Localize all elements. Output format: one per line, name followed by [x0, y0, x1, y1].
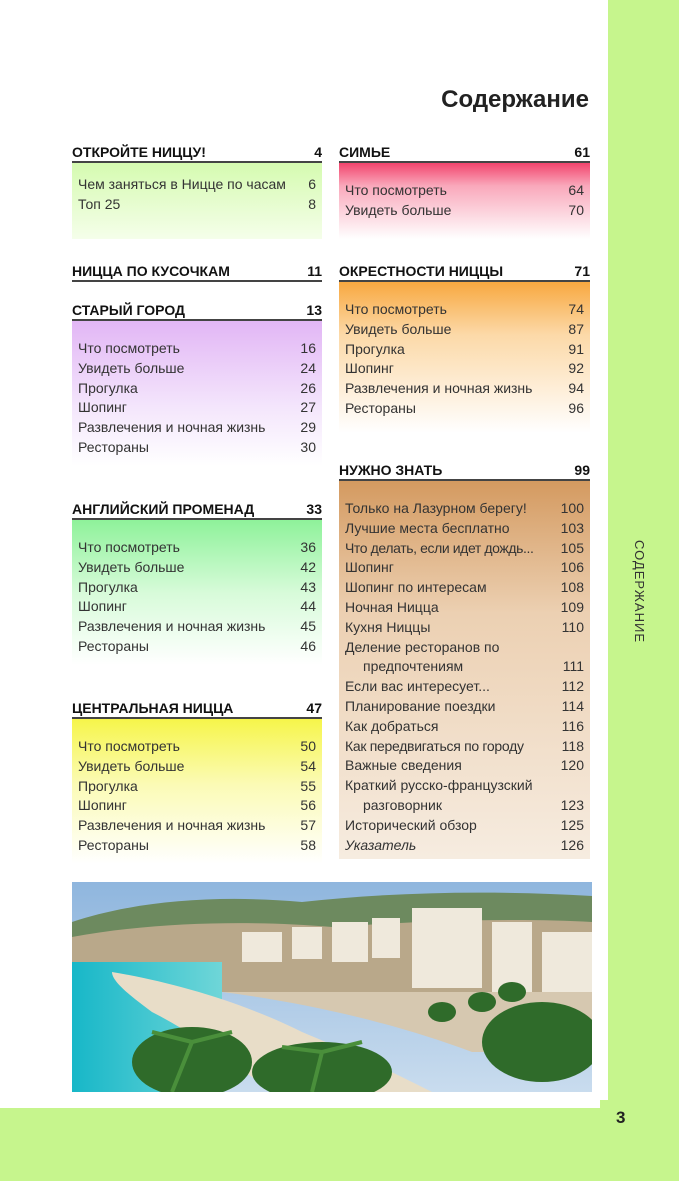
section-page: 71: [574, 263, 590, 279]
bottom-color-band: [0, 1108, 600, 1181]
page-title: Содержание: [441, 86, 589, 113]
toc-entry[interactable]: Как добраться 116: [345, 717, 584, 734]
toc-entry[interactable]: Что посмотреть 36: [78, 539, 316, 555]
section-header: [339, 261, 590, 282]
toc-section-old-town[interactable]: [72, 300, 322, 466]
toc-section-surroundings[interactable]: [339, 261, 590, 433]
section-items: [339, 282, 590, 433]
toc-entry[interactable]: Шопинг 92: [345, 360, 584, 377]
side-section-label: СОДЕРЖАНИЕ: [632, 540, 647, 644]
toc-entry[interactable]: Что посмотреть 16: [78, 340, 316, 356]
section-items: [72, 163, 322, 239]
section-header: [72, 698, 322, 719]
toc-entry[interactable]: Как передвигаться по городу 118: [345, 737, 584, 754]
page-number-box: [600, 1100, 679, 1181]
section-page: 4: [314, 144, 322, 160]
toc-entry[interactable]: Краткий русско-французский: [345, 777, 533, 794]
toc-entry[interactable]: Что посмотреть 64: [345, 182, 584, 198]
section-items: [72, 520, 322, 665]
toc-entry[interactable]: Чем заняться в Ницце по часам 6: [78, 176, 316, 192]
toc-entry[interactable]: Развлечения и ночная жизнь 57: [78, 817, 316, 834]
toc-section-discover[interactable]: [72, 142, 322, 239]
section-page: 61: [574, 144, 590, 160]
toc-entry[interactable]: Развлечения и ночная жизнь 45: [78, 618, 316, 635]
toc-section-central[interactable]: [72, 698, 322, 864]
toc-entry[interactable]: Деление ресторанов по: [345, 638, 500, 655]
toc-entry[interactable]: Что посмотреть 74: [345, 301, 584, 317]
section-page: 11: [307, 263, 322, 279]
section-title: ОТКРОЙТЕ НИЦЦУ!: [72, 144, 206, 160]
toc-entry[interactable]: Важные сведения 120: [345, 757, 584, 774]
section-header: [339, 460, 590, 481]
section-header: [72, 300, 322, 321]
toc-entry[interactable]: Рестораны 96: [345, 399, 584, 416]
toc-section-promenade[interactable]: [72, 499, 322, 665]
toc-entry[interactable]: Шопинг по интересам 108: [345, 579, 584, 596]
toc-entry[interactable]: Что делать, если идет дождь... 105: [345, 539, 584, 556]
section-items: [339, 481, 590, 859]
toc-section-pieces[interactable]: [72, 261, 322, 282]
toc-entry[interactable]: Только на Лазурном берегу! 100: [345, 500, 584, 516]
section-title: ОКРЕСТНОСТИ НИЦЦЫ: [339, 263, 504, 279]
toc-entry[interactable]: Лучшие места бесплатно 103: [345, 519, 584, 536]
section-title: НУЖНО ЗНАТЬ: [339, 462, 443, 478]
section-header: [72, 261, 322, 282]
section-header: [72, 499, 322, 520]
nice-coast-photo: [72, 882, 592, 1092]
toc-entry[interactable]: Топ 25 8: [78, 195, 316, 212]
section-title: СТАРЫЙ ГОРОД: [72, 302, 186, 318]
section-title: НИЦЦА ПО КУСОЧКАМ: [72, 263, 230, 279]
section-items: [72, 321, 322, 466]
toc-entry[interactable]: Что посмотреть 50: [78, 738, 316, 754]
toc-entry[interactable]: Исторический обзор 125: [345, 816, 584, 833]
toc-entry[interactable]: Планирование поездки 114: [345, 697, 584, 714]
toc-entry[interactable]: Шопинг 44: [78, 598, 316, 615]
toc-entry[interactable]: Рестораны 30: [78, 438, 316, 455]
toc-entry[interactable]: разговорник 123: [363, 796, 584, 813]
toc-entry[interactable]: Прогулка 55: [78, 777, 316, 794]
section-page: 99: [574, 462, 590, 478]
section-header: [72, 142, 322, 163]
section-page: 47: [306, 700, 322, 716]
section-page: 33: [306, 501, 322, 517]
section-items: [72, 719, 322, 864]
toc-entry[interactable]: Прогулка 43: [78, 578, 316, 595]
toc-entry[interactable]: Рестораны 58: [78, 836, 316, 853]
section-title: ЦЕНТРАЛЬНАЯ НИЦЦА: [72, 700, 234, 716]
section-page: 13: [306, 302, 322, 318]
toc-entry[interactable]: Кухня Ниццы 110: [345, 618, 584, 635]
section-title: АНГЛИЙСКИЙ ПРОМЕНАД: [72, 501, 255, 517]
toc-section-cimiez[interactable]: [339, 142, 590, 239]
section-title: СИМЬЕ: [339, 144, 391, 160]
toc-entry[interactable]: Шопинг 106: [345, 559, 584, 576]
toc-entry[interactable]: Увидеть больше 42: [78, 558, 316, 575]
toc-entry[interactable]: Ночная Ницца 109: [345, 598, 584, 615]
toc-entry[interactable]: Рестораны 46: [78, 637, 316, 654]
toc-entry[interactable]: Увидеть больше 24: [78, 359, 316, 376]
toc-entry[interactable]: Увидеть больше 87: [345, 320, 584, 337]
toc-entry[interactable]: предпочтениям 111: [363, 658, 584, 675]
toc-entry[interactable]: Увидеть больше 54: [78, 757, 316, 774]
toc-entry[interactable]: Увидеть больше 70: [345, 201, 584, 218]
toc-entry[interactable]: Шопинг 27: [78, 399, 316, 416]
page-number: 3: [616, 1108, 626, 1127]
toc-entry[interactable]: Прогулка 91: [345, 340, 584, 357]
section-items: [339, 163, 590, 239]
section-header: [339, 142, 590, 163]
toc-entry[interactable]: Если вас интересует... 112: [345, 678, 584, 695]
toc-section-need-to-know[interactable]: [339, 460, 590, 859]
toc-entry[interactable]: Шопинг 56: [78, 797, 316, 814]
toc-entry[interactable]: Указатель 126: [345, 836, 584, 853]
toc-entry[interactable]: Развлечения и ночная жизнь 94: [345, 380, 584, 397]
toc-entry[interactable]: Развлечения и ночная жизнь 29: [78, 419, 316, 436]
toc-entry[interactable]: Прогулка 26: [78, 379, 316, 396]
